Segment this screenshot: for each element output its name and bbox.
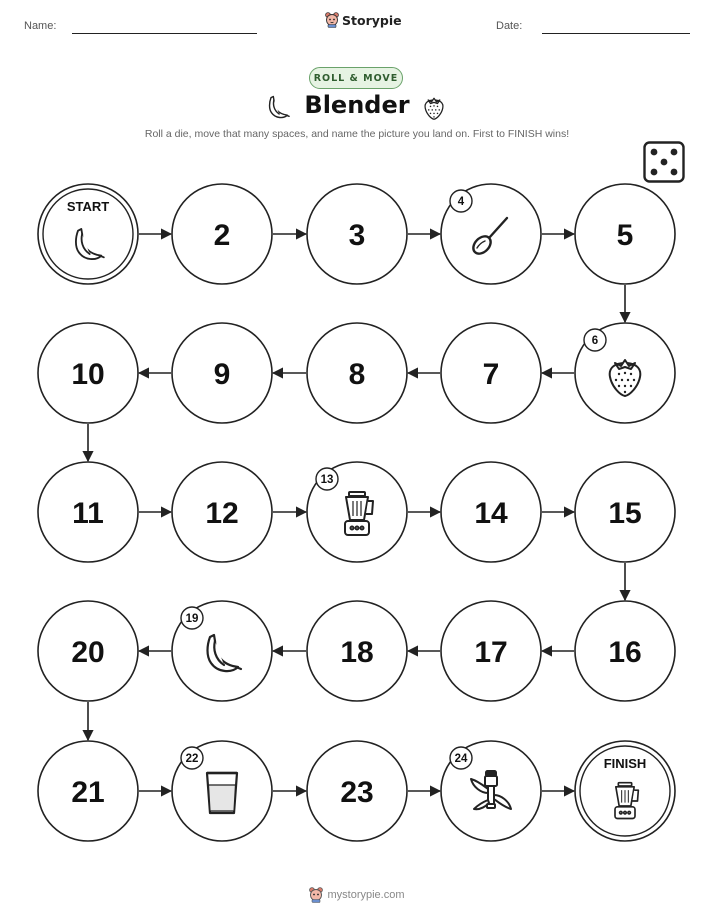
board-space-24 [441,741,541,841]
board-space-22 [172,741,272,841]
space-number: 20 [71,636,105,669]
date-label: Date: [496,20,523,32]
space-number: 11 [72,497,104,530]
board-space-9 [172,323,272,423]
instructions: Roll a die, move that many spaces, and name the picture you land on. First to FINISH wins! [144,128,570,140]
board-space-15 [575,462,675,562]
glass-icon [207,773,237,813]
space-number: 22 [185,753,199,765]
space-number: 16 [608,636,642,669]
board-space-11 [38,462,138,562]
name-label: Name: [24,20,57,32]
storypie-logo-icon [309,887,323,903]
board-space-13 [307,462,407,562]
footer [0,887,714,903]
board-space-5 [575,184,675,284]
board-space-17 [441,601,541,701]
space-number: 19 [185,613,199,625]
board-space-3 [307,184,407,284]
board-space-8 [307,323,407,423]
space-number: 6 [591,335,599,347]
game-type-badge: ROLL & MOVE [309,67,403,89]
space-number: 9 [213,358,231,391]
board-space-4 [441,184,541,284]
finish-label: FINISH [603,756,647,771]
finish-space [575,741,675,841]
page-title: Blender [304,91,410,119]
board-space-20 [38,601,138,701]
board-space-12 [172,462,272,562]
space-number: 5 [616,219,634,252]
space-number: 15 [608,497,642,530]
space-number: 8 [348,358,366,391]
board-space-16 [575,601,675,701]
space-number: 4 [457,196,465,208]
space-number: 17 [474,636,508,669]
space-number: 18 [340,636,374,669]
space-number: 12 [205,497,239,530]
space-number: 3 [348,219,366,252]
board-space-7 [441,323,541,423]
start-space [38,184,138,284]
space-number: 21 [71,776,105,809]
start-label: START [66,199,110,214]
space-number: 14 [474,497,508,530]
space-number: 23 [340,776,374,809]
board-space-10 [38,323,138,423]
space-number: 24 [454,753,468,765]
board-space-21 [38,741,138,841]
board-space-19 [172,601,272,701]
board-space-2 [172,184,272,284]
brand-name: Storypie [342,12,402,28]
space-number: 7 [482,358,500,391]
space-number: 2 [213,219,231,252]
board-space-6 [575,323,675,423]
board-space-23 [307,741,407,841]
board-space-18 [307,601,407,701]
space-number: 10 [71,358,105,391]
footer-url[interactable]: mystorypie.com [327,889,405,901]
space-number: 13 [320,474,334,486]
board-space-14 [441,462,541,562]
